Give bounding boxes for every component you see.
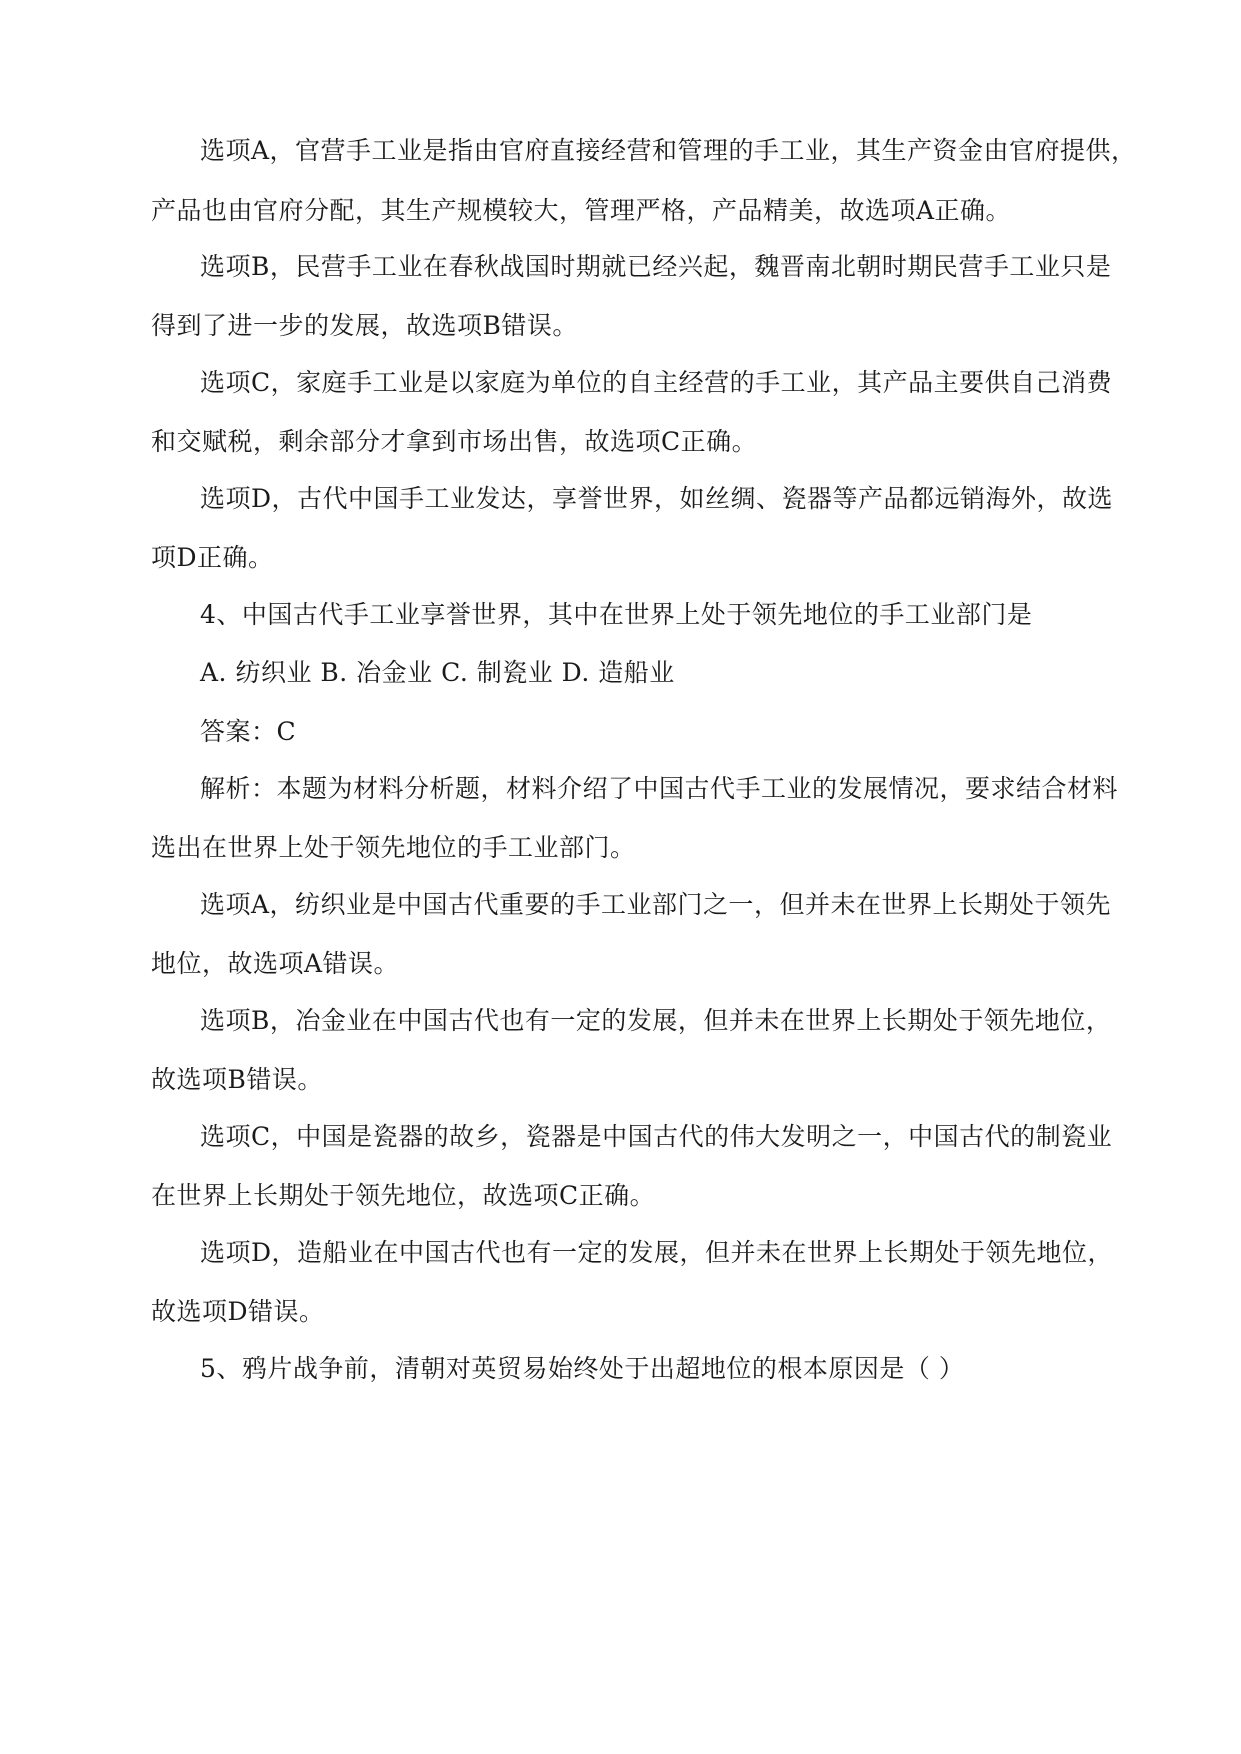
paragraph-line: 选项B，民营手工业在春秋战国时期就已经兴起，魏晋南北朝时期民营手工业只是 <box>200 252 1112 281</box>
paragraph-line: 在世界上长期处于领先地位，故选项C正确。 <box>151 1181 656 1210</box>
analysis-line: 解析：本题为材料分析题，材料介绍了中国古代手工业的发展情况，要求结合材料 <box>200 774 1119 803</box>
question-title: 5、鸦片战争前，清朝对英贸易始终处于出超地位的根本原因是（ ） <box>200 1354 965 1383</box>
paragraph-line: 产品也由官府分配，其生产规模较大，管理严格，产品精美，故选项A正确。 <box>151 196 1012 225</box>
paragraph-line: 选项A，官营手工业是指由官府直接经营和管理的手工业，其生产资金由官府提供， <box>200 136 1137 165</box>
paragraph-line: 和交赋税，剩余部分才拿到市场出售，故选项C正确。 <box>151 427 758 456</box>
paragraph-line: 故选项D错误。 <box>151 1297 325 1326</box>
answer-line: 答案：C <box>200 717 297 746</box>
paragraph-line: 选项D，造船业在中国古代也有一定的发展，但并未在世界上长期处于领先地位， <box>200 1238 1114 1267</box>
paragraph-line: 故选项B错误。 <box>151 1065 323 1094</box>
paragraph-line: 选项D，古代中国手工业发达，享誉世界，如丝绸、瓷器等产品都远销海外，故选 <box>200 484 1114 513</box>
question-options: A. 纺织业 B. 冶金业 C. 制瓷业 D. 造船业 <box>200 658 675 687</box>
paragraph-line: 选项C，中国是瓷器的故乡，瓷器是中国古代的伟大发明之一，中国古代的制瓷业 <box>200 1122 1113 1151</box>
paragraph-line: 项D正确。 <box>151 543 274 572</box>
paragraph-line: 选项C，家庭手工业是以家庭为单位的自主经营的手工业，其产品主要供自己消费 <box>200 368 1113 397</box>
paragraph-line: 得到了进一步的发展，故选项B错误。 <box>151 311 578 340</box>
paragraph-line: 选项A，纺织业是中国古代重要的手工业部门之一，但并未在世界上长期处于领先 <box>200 890 1112 919</box>
question-title: 4、中国古代手工业享誉世界，其中在世界上处于领先地位的手工业部门是 <box>200 600 1033 629</box>
analysis-line: 选出在世界上处于领先地位的手工业部门。 <box>151 833 636 862</box>
paragraph-line: 地位，故选项A错误。 <box>151 949 400 978</box>
paragraph-line: 选项B，冶金业在中国古代也有一定的发展，但并未在世界上长期处于领先地位， <box>200 1006 1112 1035</box>
